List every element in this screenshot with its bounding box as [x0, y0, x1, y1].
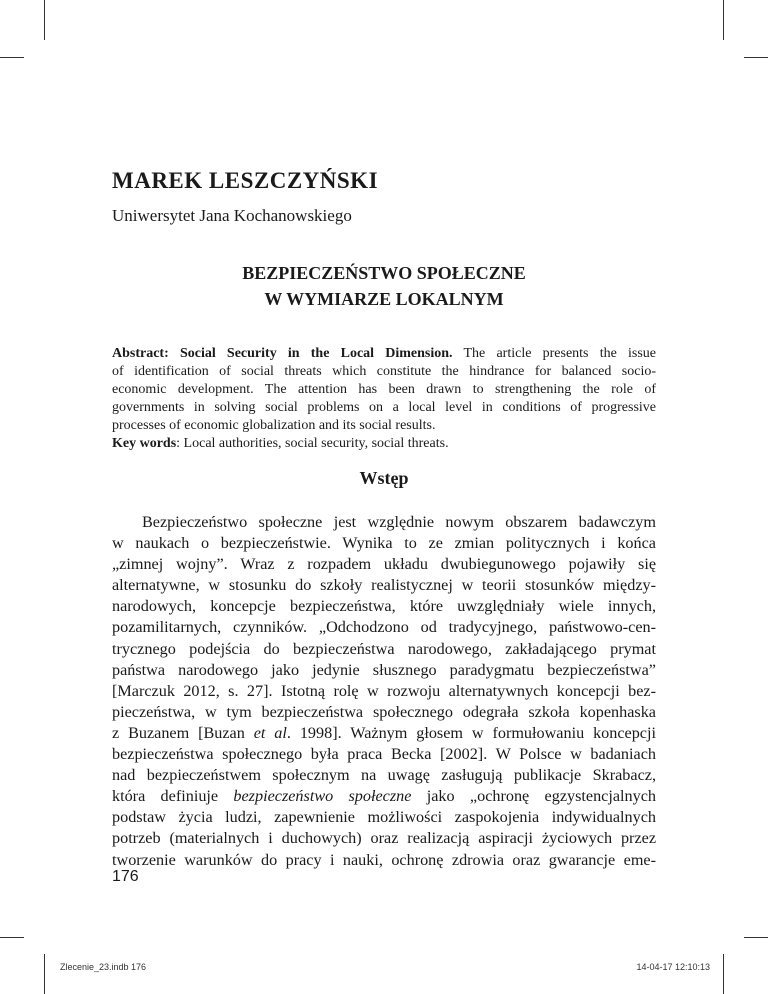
- crop-mark: [44, 954, 45, 994]
- abstract: [112, 345, 656, 435]
- abstract-line: economic development. The attention has been drawn to strengthening the role of: [112, 382, 656, 397]
- title-line: W WYMIARZE LOKALNYM: [264, 289, 504, 309]
- print-slug-timestamp: 14-04-17 12:10:13: [636, 962, 710, 972]
- body-line: państwa narodowego jako jedynie słusznego paradygmatu bezpieczeństwa”: [112, 660, 656, 679]
- body-line: pieczeństwa, w tym bezpieczeństwa społecznego odegrała szkoła kopenhaska: [112, 702, 656, 721]
- body-line: trycznego podejścia do bezpieczeństwa narodowego, zakładającego prymat: [112, 639, 656, 658]
- abstract-line: of identification of social threats which constitute the hindrance for balanced socio-: [112, 364, 656, 379]
- body-line: Bezpieczeństwo społeczne jest względnie nowym obszarem badawczym: [142, 513, 656, 531]
- abstract-line: governments in solving social problems on a local level in conditions of progressive: [112, 400, 656, 415]
- body-line: bezpieczeństwa społecznego była praca Becka [2002]. W Polsce w badaniach: [112, 745, 656, 764]
- body-line: z Buzanem [Buzan et al. 1998]. Ważnym głosem w formułowaniu koncepcji: [112, 723, 656, 742]
- crop-mark: [0, 57, 24, 58]
- italic-citation: et al: [253, 723, 287, 742]
- body-line: pozamilitarnych, czynników. „Odchodzono od tradycyjnego, państwowo-cen-: [112, 618, 656, 637]
- keywords-label: Key words: [112, 436, 177, 451]
- author-name: MAREK LESZCZYŃSKI: [112, 168, 379, 193]
- body-line: narodowych, koncepcje bezpieczeństwa, które uwzględniały wiele innych,: [112, 597, 656, 616]
- body-line: alternatywne, w stosunku do szkoły realistycznej w teorii stosunków między-: [112, 576, 656, 595]
- title-line: BEZPIECZEŃSTWO SPOŁECZNE: [242, 263, 526, 283]
- body-line: w naukach o bezpieczeństwie. Wynika to ze zmian politycznych i końca: [112, 534, 656, 553]
- body-line: nad bezpieczeństwem społecznym na uwagę zasługują publikacje Skrabacz,: [112, 766, 656, 785]
- abstract-line: processes of economic globalization and its social results.: [112, 418, 436, 433]
- body-line: tworzenie warunków do pracy i nauki, ochronę zdrowia oraz gwarancje eme-: [112, 850, 656, 869]
- crop-mark: [744, 937, 768, 938]
- crop-mark: [744, 57, 768, 58]
- abstract-label: Abstract: Social Security in the Local Dimension.: [112, 346, 453, 361]
- body-line: która definiuje bezpieczeństwo społeczne jako „ochronę egzystencjalnych: [112, 787, 657, 806]
- body-line: „zimnej wojny”. Wraz z rozpadem układu dwubiegunowego pojawiły się: [112, 555, 656, 574]
- print-slug-file: Zlecenie_23.indb 176: [60, 962, 147, 972]
- keywords-text: : Local authorities, social security, social threats.: [176, 436, 449, 451]
- section-heading: Wstęp: [359, 468, 409, 488]
- body-line: potrzeb (materialnych i duchowych) oraz realizacją aspiracji życiowych przez: [112, 829, 656, 848]
- crop-mark: [723, 0, 724, 40]
- keywords: [112, 435, 656, 453]
- crop-mark: [723, 954, 724, 994]
- italic-term: bezpieczeństwo społeczne: [233, 787, 412, 806]
- crop-mark: [0, 937, 24, 938]
- body-text: [112, 512, 656, 871]
- body-line: [Marczuk 2012, s. 27]. Istotną rolę w rozwoju alternatywnych koncepcji bez-: [112, 681, 656, 700]
- abstract-line: Abstract: Social Security in the Local Dimension. The article presents the issue: [112, 346, 656, 361]
- body-line: podstaw życia ludzi, zapewnienie możliwości zaspokojenia indywidualnych: [112, 808, 656, 827]
- author-affiliation: Uniwersytet Jana Kochanowskiego: [112, 206, 352, 225]
- article-title: [112, 260, 656, 312]
- page-number: 176: [112, 868, 139, 885]
- crop-mark: [44, 0, 45, 40]
